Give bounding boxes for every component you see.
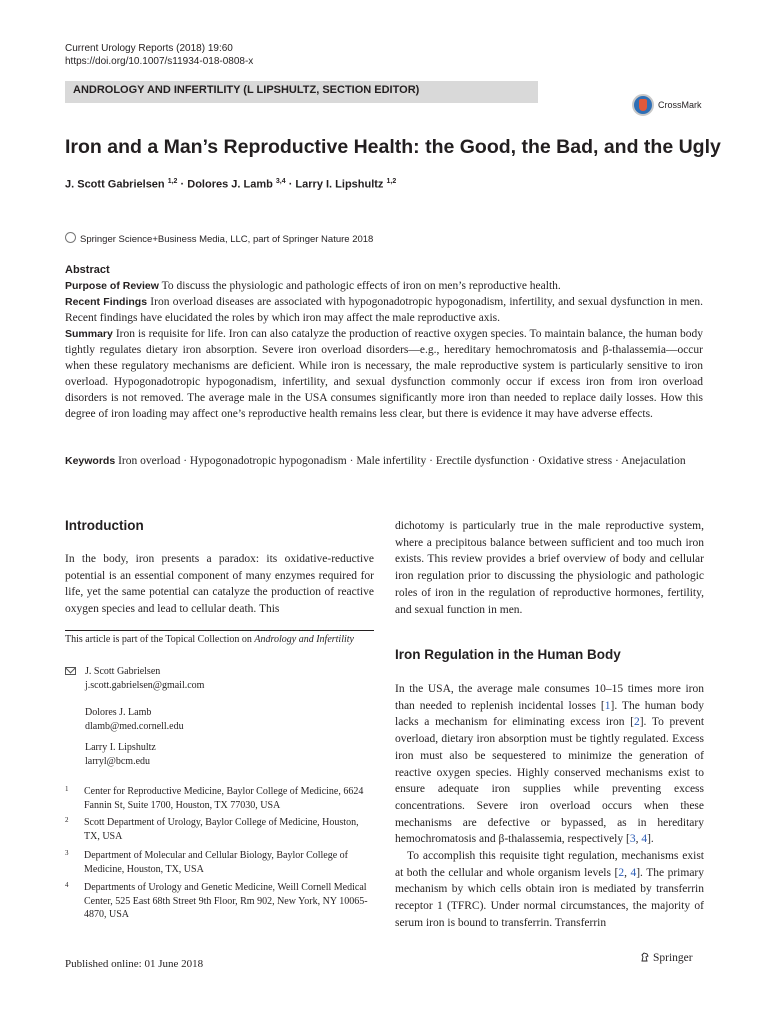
journal-header [65,42,253,68]
citation-link[interactable]: 2 [618,866,625,879]
purpose-label: Purpose of Review [65,280,159,292]
author-separator: · [180,178,188,191]
iron-regulation-paragraph [395,681,704,848]
text-run: To accomplish this requisite tight regulation, mechanisms exist at both the cellular and whole organism levels [ [395,850,704,879]
keywords [65,453,703,469]
contact-email[interactable]: j.scott.gabrielsen@gmail.com [85,679,205,691]
introduction-text [65,551,374,618]
contact-name: Larry I. Lipshultz [85,742,156,753]
topical-collection-note [65,634,374,645]
citation-link[interactable]: 4 [641,833,648,846]
affiliation-text: Department of Molecular and Cellular Biology, Baylor College of Medicine, Houston, TX, USA [84,850,349,875]
section-label: ANDROLOGY AND INFERTILITY (L LIPSHULTZ, SECTION EDITOR) [73,84,420,96]
iron-regulation-paragraph [395,848,704,932]
envelope-icon [65,667,76,675]
abstract-summary [65,326,703,422]
text-run: ]. [647,833,654,846]
keywords-label: Keywords [65,455,116,467]
citation-link[interactable]: 3 [629,833,636,846]
contact-name: J. Scott Gabrielsen [85,666,161,677]
author-name[interactable]: Larry I. Lipshultz [295,178,384,191]
author-separator: · [288,178,296,191]
springer-horse-icon [640,952,650,962]
author-name[interactable]: Dolores J. Lamb [187,178,273,191]
introduction-heading: Introduction [65,518,144,533]
author-name[interactable]: J. Scott Gabrielsen [65,178,165,191]
publisher-logo [640,952,693,964]
contact-email[interactable]: larryl@bcm.edu [85,755,151,767]
crossmark-badge[interactable] [632,94,727,120]
summary-text: Iron is requisite for life. Iron can also catalyze the production of reactive oxygen species. To maintain balance, the human body tightly regulates dietary iron absorption. Severe iron overload disorders—e.g., hereditary hemochromatosis and β-thalassemia—occur when these regulatory mechanisms are deficient. While iron is necessary, the male reproductive system is particularly sensitive to iron overload. Hypogonadotropic hypogonadism, infertility, and sexual dysfunction commonly occur if excess iron from iron overload disorders is not removed. The average male in the USA consumes significantly more iron than needed to replace daily losses. How this degree of iron loading may affect one’s reproductive health remains less clear, but there is evidence it may have adverse effects. [65,328,703,420]
text-run: ]. The human body lacks a mechanism for eliminating excess iron [ [395,699,704,729]
findings-label: Recent Findings [65,296,148,308]
corresponding-authors [65,665,374,775]
citation-link[interactable]: 2 [633,716,640,729]
introduction-paragraph-continued: dichotomy is particularly true in the male reproductive system, where a precipitous balance between sufficient and too much iron exists. This review provides a brief overview of body and cellular iron regulation prior to discussing the physiologic and pathologic roles of iron in the regulation of reproductive hormones, fertility, and sexual function in men. [395,520,704,616]
crossmark-icon [632,94,654,116]
affiliation-number: 1 [65,785,69,793]
author-list [65,178,396,191]
author-affiliation-ref: 1,2 [386,178,397,185]
text-run: ]. To prevent overload, dietary iron absorption must be tightly regulated. Excess iron must also be sequestered to minimize the generation of reactive oxygen species. Highly conserved mechanisms exist to ensure adequate iron supplies while preventing excess concentrations. Severe iron overload occurs when these mechanisms are defective or bypassed, as in hereditary hemochromatosis and β-thalassemia, respectively [ [395,716,705,846]
topical-prefix: This article is part of the Topical Collection on [65,634,255,645]
abstract [65,262,703,422]
text-run: ]. The primary mechanism by which cells obtain iron is mediated by transferrin receptor 1 (TFRC). Under normal circumstances, the majority of serum iron is bound to transferrin. Transferrin [395,866,705,929]
text-run: In the USA, the average male consumes 10–15 times more iron than needed to replenish incidental losses [ [395,683,704,712]
citation-link[interactable]: 1 [604,699,611,712]
article-title: Iron and a Man’s Reproductive Health: the Good, the Bad, and the Ugly [65,136,721,158]
contact-email[interactable]: dlamb@med.cornell.edu [85,720,184,732]
copyright-line [65,232,373,245]
copyright-text: Springer Science+Business Media, LLC, part of Springer Nature 2018 [80,234,374,245]
journal-citation: Current Urology Reports (2018) 19:60 [65,43,233,54]
section-bar [65,81,538,103]
summary-label: Summary [65,328,113,340]
findings-text: Iron overload diseases are associated with hypogonadotropic hypogonadism, infertility, and sexual dysfunction in men. Recent findings have elucidated the roles by which iron may affect the male reproductive axis. [65,296,703,324]
purpose-text: To discuss the physiologic and pathologic effects of iron on men’s reproductive health. [161,280,561,292]
introduction-continued [395,518,704,618]
published-date: Published online: 01 June 2018 [65,958,204,970]
topical-collection-name: Andrology and Infertility [254,634,354,645]
author-affiliation-ref: 1,2 [167,178,178,185]
introduction-paragraph: In the body, iron presents a paradox: its oxidative-reductive potential is an essential component of many enzymes required for life, yet the same potential can catalyze the production of reactive oxygen species and lead to cellular death. This [65,553,374,616]
keywords-text: Iron overload · Hypogonadotropic hypogonadism · Male infertility · Erectile dysfunction · Oxidative stress · Anejaculation [118,455,686,467]
citation-link[interactable]: 4 [630,866,637,879]
affiliation-text: Scott Department of Urology, Baylor College of Medicine, Houston, TX, USA [84,817,359,842]
author-affiliation-ref: 3,4 [275,178,286,185]
publisher-name: Springer [653,952,693,964]
abstract-purpose [65,278,703,294]
affiliation-text: Departments of Urology and Genetic Medicine, Weill Cornell Medical Center, 525 East 68th Street 9th Floor, Rm 902, New York, NY 10065-4870, USA [84,882,368,920]
doi-link[interactable]: https://doi.org/10.1007/s11934-018-0808-x [65,56,254,67]
affiliation-text: Center for Reproductive Medicine, Baylor College of Medicine, 6624 Fannin St, Suite 1700, Houston, TX 77030, USA [84,786,364,811]
affiliation-number: 4 [65,881,69,889]
affiliation-number: 3 [65,849,69,857]
affiliation-number: 2 [65,816,69,824]
iron-regulation-heading: Iron Regulation in the Human Body [395,647,621,662]
contact-entry [85,741,156,768]
iron-regulation-text [395,681,704,932]
contact-entry [85,706,184,733]
abstract-findings [65,294,703,326]
copyright-icon [65,232,76,243]
text-run: , [635,833,642,846]
contact-entry [85,665,204,692]
footnote-divider [65,630,374,631]
contact-name: Dolores J. Lamb [85,707,152,718]
crossmark-label: CrossMark [658,100,702,110]
text-run: , [624,866,631,879]
abstract-heading: Abstract [65,264,110,276]
